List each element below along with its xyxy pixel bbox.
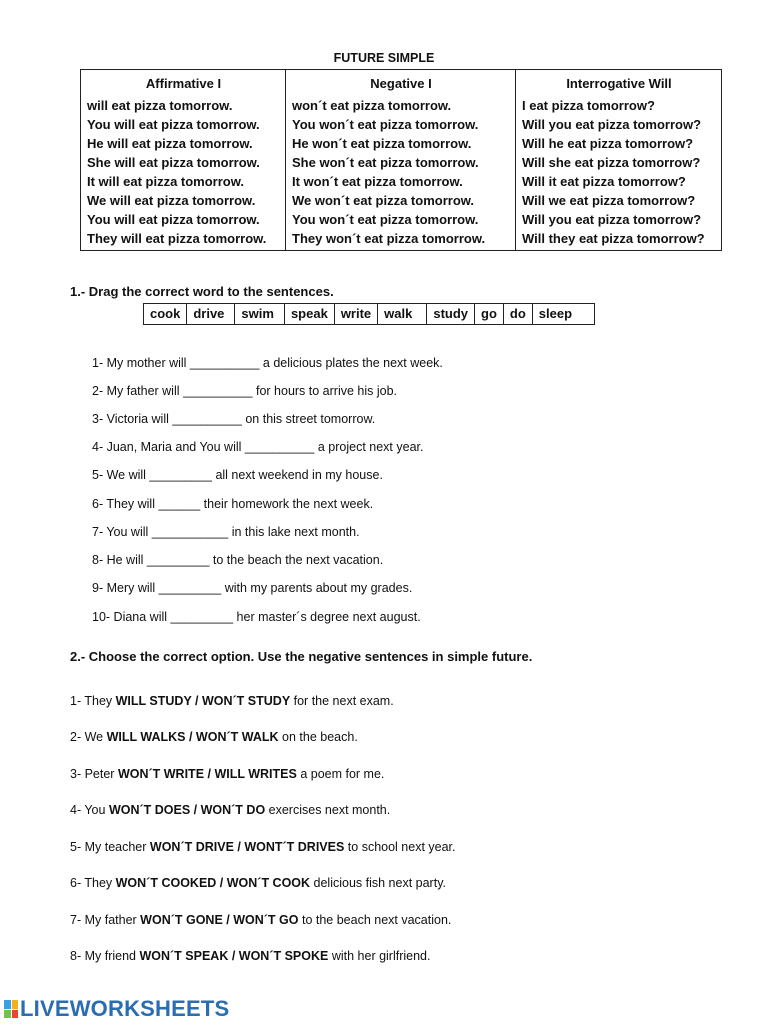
grammar-table-header bbox=[81, 70, 722, 94]
liveworksheets-logo bbox=[4, 996, 229, 1022]
affirmative-line: You will eat pizza tomorrow. bbox=[87, 117, 260, 132]
negative-line: He won´t eat pizza tomorrow. bbox=[292, 136, 472, 151]
affirmative-line: You will eat pizza tomorrow. bbox=[87, 212, 260, 227]
exercise2-item bbox=[70, 803, 390, 817]
option-choice[interactable]: WON´T SPEAK / WON´T SPOKE bbox=[139, 949, 329, 963]
header-interrogative: Interrogative Will bbox=[516, 70, 722, 94]
interrogative-line: Will she eat pizza tomorrow? bbox=[522, 155, 701, 170]
affirmative-line: He will eat pizza tomorrow. bbox=[87, 136, 253, 151]
item-text: 8- My friend bbox=[70, 949, 140, 963]
item-text: 7- My father bbox=[70, 913, 141, 927]
logo-text: LIVEWORKSHEETS bbox=[20, 996, 230, 1021]
exercise2-heading: 2.- Choose the correct option. Use the negative sentences in simple future. bbox=[70, 649, 533, 664]
word-bank-item[interactable]: cook bbox=[144, 304, 187, 325]
item-text: 1- They bbox=[70, 694, 116, 708]
word-bank-item[interactable]: sleep bbox=[532, 304, 594, 325]
item-text: 3- Peter bbox=[70, 767, 118, 781]
exercise1-sentence: 10- Diana will _________ her master´s degree next august. bbox=[92, 610, 421, 624]
negative-line: It won´t eat pizza tomorrow. bbox=[292, 174, 463, 189]
option-choice[interactable]: WON´T DRIVE / WONT´T DRIVES bbox=[149, 840, 345, 854]
exercise2-item bbox=[70, 767, 384, 781]
negative-line: She won´t eat pizza tomorrow. bbox=[292, 155, 479, 170]
interrogative-line: Will it eat pizza tomorrow? bbox=[522, 174, 686, 189]
exercise1-sentence: 4- Juan, Maria and You will __________ a project next year. bbox=[92, 440, 424, 454]
affirmative-column bbox=[81, 93, 286, 251]
grammar-table bbox=[80, 69, 722, 251]
exercise2-item bbox=[70, 840, 456, 854]
item-text: 4- You bbox=[70, 803, 109, 817]
word-bank-item[interactable]: swim bbox=[235, 304, 285, 325]
exercise1-sentence: 3- Victoria will __________ on this street tomorrow. bbox=[92, 412, 376, 426]
affirmative-line: She will eat pizza tomorrow. bbox=[87, 155, 260, 170]
word-bank-item[interactable]: study bbox=[427, 304, 475, 325]
item-text: delicious fish next party. bbox=[310, 876, 446, 890]
interrogative-line: Will they eat pizza tomorrow? bbox=[522, 231, 705, 246]
word-bank-item[interactable]: walk bbox=[378, 304, 427, 325]
exercise1-sentence: 5- We will _________ all next weekend in my house. bbox=[92, 468, 383, 482]
interrogative-line: Will we eat pizza tomorrow? bbox=[522, 193, 696, 208]
option-choice[interactable]: WON´T DOES / WON´T DO bbox=[108, 803, 266, 817]
option-choice[interactable]: WILL WALKS / WON´T WALK bbox=[106, 730, 279, 744]
item-text: to the beach next vacation. bbox=[298, 913, 452, 927]
option-choice[interactable]: WON´T WRITE / WILL WRITES bbox=[117, 767, 297, 781]
word-bank-item[interactable]: speak bbox=[284, 304, 334, 325]
exercise2-item bbox=[70, 876, 446, 890]
exercise2-item bbox=[70, 949, 430, 963]
affirmative-line: will eat pizza tomorrow. bbox=[87, 98, 233, 113]
exercise1-sentence: 8- He will _________ to the beach the next vacation. bbox=[92, 553, 384, 567]
exercise1-sentence: 9- Mery will _________ with my parents about my grades. bbox=[92, 581, 413, 595]
exercise2-item bbox=[70, 730, 358, 744]
item-text: to school next year. bbox=[344, 840, 456, 854]
exercise1-sentence: 7- You will ___________ in this lake next month. bbox=[92, 525, 360, 539]
interrogative-line: Will he eat pizza tomorrow? bbox=[522, 136, 694, 151]
negative-line: You won´t eat pizza tomorrow. bbox=[292, 117, 479, 132]
negative-line: They won´t eat pizza tomorrow. bbox=[292, 231, 486, 246]
word-bank bbox=[143, 303, 595, 325]
interrogative-line: Will you eat pizza tomorrow? bbox=[522, 212, 702, 227]
negative-line: won´t eat pizza tomorrow. bbox=[292, 98, 452, 113]
word-bank-item[interactable]: do bbox=[503, 304, 532, 325]
exercise1-sentence: 6- They will ______ their homework the next week. bbox=[92, 497, 374, 511]
item-text: for the next exam. bbox=[290, 694, 394, 708]
page-title: FUTURE SIMPLE bbox=[333, 51, 435, 65]
grammar-table-body bbox=[81, 93, 722, 251]
item-text: on the beach. bbox=[278, 730, 358, 744]
header-negative: Negative I bbox=[286, 70, 516, 94]
item-text: a poem for me. bbox=[296, 767, 385, 781]
header-affirmative: Affirmative I bbox=[81, 70, 286, 94]
negative-column bbox=[286, 93, 516, 251]
affirmative-line: They will eat pizza tomorrow. bbox=[87, 231, 267, 246]
word-bank-item[interactable]: write bbox=[334, 304, 377, 325]
affirmative-line: We will eat pizza tomorrow. bbox=[87, 193, 256, 208]
exercise1-heading: 1.- Drag the correct word to the sentences. bbox=[70, 284, 334, 299]
negative-line: You won´t eat pizza tomorrow. bbox=[292, 212, 479, 227]
item-text: 2- We bbox=[70, 730, 107, 744]
option-choice[interactable]: WON´T COOKED / WON´T COOK bbox=[115, 876, 311, 890]
word-bank-item[interactable]: go bbox=[475, 304, 504, 325]
interrogative-column bbox=[516, 93, 722, 251]
word-bank-item[interactable]: drive bbox=[187, 304, 235, 325]
negative-line: We won´t eat pizza tomorrow. bbox=[292, 193, 475, 208]
exercise1-sentence: 2- My father will __________ for hours to arrive his job. bbox=[92, 384, 398, 398]
exercise2-item bbox=[70, 913, 451, 927]
logo-grid-icon bbox=[4, 1000, 18, 1018]
interrogative-line: Will you eat pizza tomorrow? bbox=[522, 117, 702, 132]
exercise2-item bbox=[70, 694, 394, 708]
item-text: exercises next month. bbox=[265, 803, 391, 817]
affirmative-line: It will eat pizza tomorrow. bbox=[87, 174, 244, 189]
interrogative-line: I eat pizza tomorrow? bbox=[522, 98, 655, 113]
exercise1-sentence: 1- My mother will __________ a delicious plates the next week. bbox=[92, 356, 443, 370]
item-text: with her girlfriend. bbox=[328, 949, 431, 963]
option-choice[interactable]: WON´T GONE / WON´T GO bbox=[140, 913, 299, 927]
option-choice[interactable]: WILL STUDY / WON´T STUDY bbox=[115, 694, 291, 708]
item-text: 5- My teacher bbox=[70, 840, 150, 854]
item-text: 6- They bbox=[70, 876, 116, 890]
